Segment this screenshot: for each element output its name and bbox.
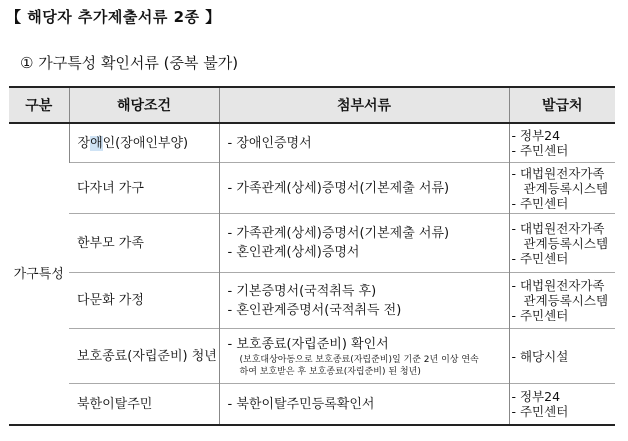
issuer-item: - 정부24	[511, 128, 561, 143]
issuer-item: 관계등록시스템	[523, 293, 609, 308]
document-item: - 보호종료(자립준비) 확인서	[227, 336, 389, 352]
section-subtitle: ① 가구특성 확인서류 (중복 불가)	[20, 54, 239, 72]
table-row	[9, 214, 615, 273]
table-row	[9, 384, 615, 426]
document-item: - 가족관계(상세)증명서(기본제출 서류)	[227, 180, 450, 196]
document-item: - 기본증명서(국적취득 후)	[227, 283, 377, 299]
issuer-item: - 주민센터	[511, 308, 569, 323]
documents-cell	[219, 329, 509, 384]
issuer-item: 관계등록시스템	[523, 235, 609, 251]
document-item: - 가족관계(상세)증명서(기본제출 서류)	[227, 226, 450, 241]
condition-cell: 한부모 가족	[69, 214, 219, 273]
condition-cell: 보호종료(자립준비) 청년	[69, 329, 219, 384]
table-row	[9, 273, 615, 329]
documents-cell	[219, 273, 509, 329]
category-cell: 가구특성	[13, 266, 64, 282]
issuer-item: 관계등록시스템	[523, 180, 609, 196]
issuer-cell	[509, 214, 615, 273]
issuer-item: - 주민센터	[511, 143, 569, 158]
documents-cell	[219, 163, 509, 214]
condition-cell: 북한이탈주민	[69, 384, 219, 426]
header-category: 구분	[9, 87, 69, 123]
documents-table	[9, 86, 615, 426]
documents-cell	[219, 214, 509, 273]
issuer-item: - 해당시설	[511, 348, 569, 364]
documents-cell	[219, 123, 509, 163]
documents-cell	[219, 384, 509, 426]
issuer-cell	[509, 273, 615, 329]
page-title: 【 해당자 추가제출서류 2종 】	[6, 8, 221, 26]
table-row	[9, 329, 615, 384]
issuer-item: - 정부24	[511, 389, 561, 404]
issuer-item: - 주민센터	[511, 195, 569, 211]
document-item: - 북한이탈주민등록확인서	[227, 396, 375, 412]
issuer-cell	[509, 123, 615, 163]
header-issuer: 발급처	[509, 87, 615, 123]
issuer-item: - 대법원전자가족	[511, 220, 605, 236]
condition-cell: 다자녀 가구	[69, 163, 219, 214]
header-condition: 해당조건	[69, 87, 219, 123]
issuer-item: - 대법원전자가족	[511, 165, 605, 181]
issuer-item: - 주민센터	[511, 404, 569, 419]
document-note: 하여 보호받은 후 보호종료(자립준비) 된 청년)	[239, 366, 421, 377]
document-note: (보호대상아동으로 보호종료(자립준비)일 기준 2년 이상 연속	[239, 354, 479, 365]
issuer-item: - 대법원전자가족	[511, 278, 605, 293]
issuer-item: - 주민센터	[511, 250, 569, 266]
table-row	[9, 163, 615, 214]
document-item: - 혼인관계증명서(국적취득 전)	[227, 302, 402, 318]
condition-cell: 장애인(장애인부양)	[69, 123, 219, 163]
table-row	[9, 123, 615, 163]
issuer-cell	[509, 163, 615, 214]
header-documents: 첨부서류	[219, 87, 509, 123]
table-header-row	[9, 87, 615, 123]
document-item: - 혼인관계(상세)증명서	[227, 245, 360, 260]
document-item: - 장애인증명서	[227, 135, 312, 151]
issuer-cell	[509, 384, 615, 426]
condition-cell: 다문화 가정	[69, 273, 219, 329]
issuer-cell	[509, 329, 615, 384]
